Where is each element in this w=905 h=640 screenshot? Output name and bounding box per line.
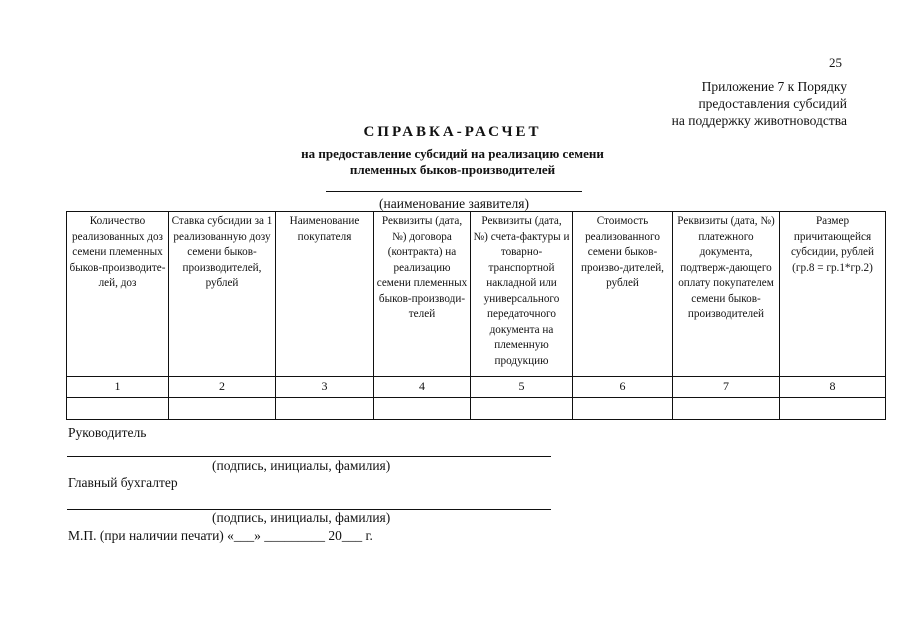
subtitle-line-1: на предоставление субсидий на реализацию семени xyxy=(301,146,604,161)
header-cell-4: Реквизиты (дата, №) договора (контракта) на реализацию семени племенных быков-производи-телей xyxy=(374,212,471,377)
head-label: Руководитель xyxy=(68,425,147,440)
header-cell-3: Наименование покупателя xyxy=(276,212,374,377)
applicant-label: (наименование заявителя) xyxy=(379,196,529,211)
column-number: 8 xyxy=(780,377,886,398)
data-cell[interactable] xyxy=(471,398,573,420)
appendix-line-1: Приложение 7 к Порядку xyxy=(701,79,847,94)
accountant-signature-caption: (подпись, инициалы, фамилия) xyxy=(212,510,391,525)
calculation-table xyxy=(66,211,886,420)
data-cell[interactable] xyxy=(374,398,471,420)
column-number: 3 xyxy=(276,377,374,398)
header-cell-5: Реквизиты (дата, №) счета-фактуры и товарно-транспортной накладной или универсального передаточного документа на племенную продукцию xyxy=(471,212,573,377)
column-number: 6 xyxy=(573,377,673,398)
applicant-name-line xyxy=(326,191,582,192)
accountant-label: Главный бухгалтер xyxy=(68,475,178,490)
appendix-note xyxy=(672,78,847,129)
column-number: 5 xyxy=(471,377,573,398)
data-cell[interactable] xyxy=(673,398,780,420)
page-number: 25 xyxy=(829,55,842,70)
subtitle-line-2: племенных быков-производителей xyxy=(349,162,556,177)
data-cell[interactable] xyxy=(780,398,886,420)
column-number: 2 xyxy=(169,377,276,398)
data-cell[interactable] xyxy=(276,398,374,420)
column-number: 7 xyxy=(673,377,780,398)
appendix-line-2: предоставления субсидий xyxy=(698,96,847,111)
table-header-row xyxy=(67,212,886,377)
data-cell[interactable] xyxy=(169,398,276,420)
column-number: 4 xyxy=(374,377,471,398)
head-signature-line xyxy=(67,456,551,457)
data-cell[interactable] xyxy=(573,398,673,420)
empty-data-row xyxy=(67,398,886,420)
column-number: 1 xyxy=(67,377,169,398)
data-cell[interactable] xyxy=(67,398,169,420)
appendix-line-3: на поддержку животноводства xyxy=(671,113,847,128)
column-number-row xyxy=(67,377,886,398)
header-cell-7: Реквизиты (дата, №) платежного документа, подтверж-дающего оплату покупателем семени быков-производителей xyxy=(673,212,780,377)
document-title: СПРАВКА-РАСЧЕТ xyxy=(363,124,542,140)
head-signature-caption: (подпись, инициалы, фамилия) xyxy=(212,458,391,473)
document-subtitle xyxy=(0,146,905,178)
header-cell-1: Количество реализованных доз семени племенных быков-производите-лей, доз xyxy=(67,212,169,377)
header-cell-6: Стоимость реализованного семени быков-произво-дителей, рублей xyxy=(573,212,673,377)
header-cell-2: Ставка субсидии за 1 реализованную дозу семени быков-производителей, рублей xyxy=(169,212,276,377)
stamp-date-line: М.П. (при наличии печати) «___» _________ 20___ г. xyxy=(68,528,373,543)
header-cell-8: Размер причитающейся субсидии, рублей (гр.8 = гр.1*гр.2) xyxy=(780,212,886,377)
